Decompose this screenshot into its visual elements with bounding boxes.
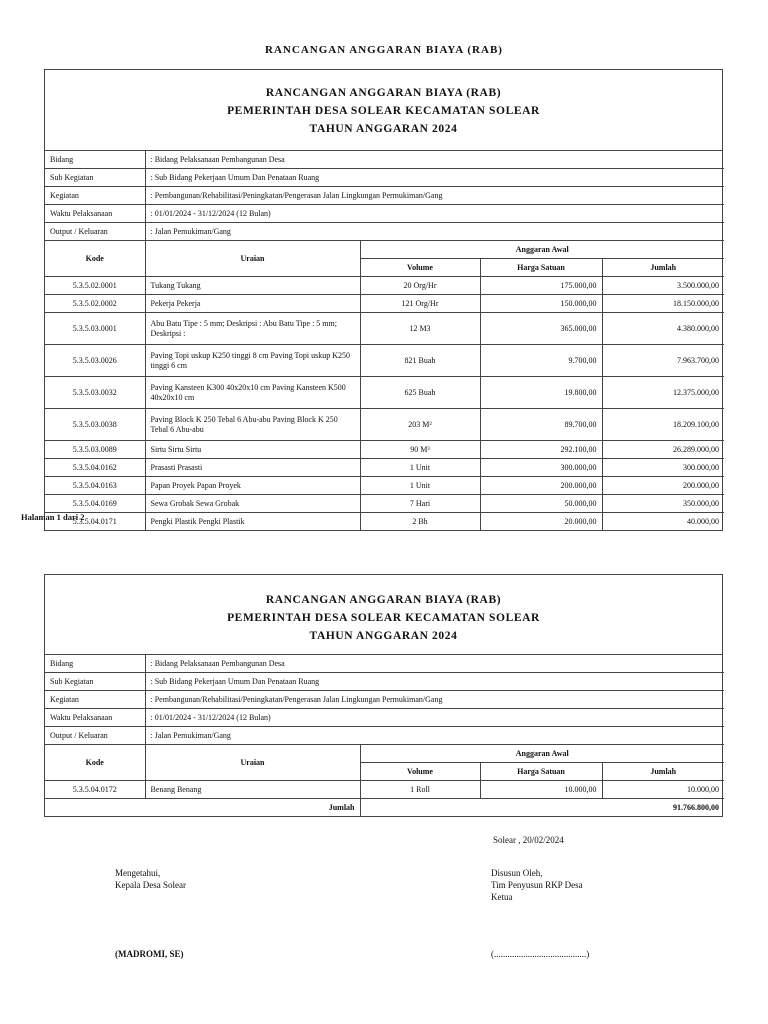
info-value: : Sub Bidang Pekerjaan Umum Dan Penataan Ruang [145, 169, 724, 187]
approver-block [115, 867, 186, 891]
cell-uraian: Prasasti Prasasti [145, 459, 360, 477]
sheet-header [45, 70, 722, 151]
info-label: Output / Keluaran [45, 223, 145, 241]
info-value: : 01/01/2024 - 31/12/2024 (12 Bulan) [145, 205, 724, 223]
info-value: : Jalan Pemukiman/Gang [145, 727, 724, 745]
rab-sheet-page-1 [44, 69, 723, 531]
place-date: Solear , 20/02/2024 [493, 835, 564, 845]
cell-harga: 365.000,00 [480, 313, 602, 345]
header-title: RANCANGAN ANGGARAN BIAYA (RAB) [265, 87, 502, 99]
cell-kode: 5.3.5.04.0172 [45, 781, 145, 799]
cell-volume: 2 Bh [360, 513, 480, 531]
cell-volume: 1 Unit [360, 477, 480, 495]
document-title: RANCANGAN ANGGARAN BIAYA (RAB) [265, 44, 503, 56]
info-row-output [45, 727, 724, 745]
info-row-sub-kegiatan [45, 673, 724, 691]
table-row [45, 277, 724, 295]
preparer-block [491, 867, 583, 903]
col-anggaran-awal: Anggaran Awal [360, 745, 724, 763]
approver-line-2: Kepala Desa Solear [115, 880, 186, 890]
cell-kode: 5.3.5.02.0002 [45, 295, 145, 313]
col-kode: Kode [45, 745, 145, 781]
cell-harga: 89.700,00 [480, 409, 602, 441]
cell-uraian: Paving Topi uskup K250 tinggi 8 cm Paving Topi uskup K250 tinggi 6 cm [145, 345, 360, 377]
cell-jumlah: 18.209.100,00 [602, 409, 724, 441]
approver-name: (MADROMI, SE) [115, 949, 184, 959]
info-value: : 01/01/2024 - 31/12/2024 (12 Bulan) [145, 709, 724, 727]
cell-volume: 90 M³ [360, 441, 480, 459]
col-harga-satuan: Harga Satuan [480, 763, 602, 781]
cell-harga: 9.700,00 [480, 345, 602, 377]
table-row [45, 513, 724, 531]
cell-volume: 203 M² [360, 409, 480, 441]
cell-kode: 5.3.5.03.0026 [45, 345, 145, 377]
preparer-name: (.........................................) [491, 949, 590, 959]
col-harga-satuan: Harga Satuan [480, 259, 602, 277]
rab-sheet-page-2 [44, 574, 723, 817]
table-row [45, 781, 724, 799]
cell-kode: 5.3.5.04.0163 [45, 477, 145, 495]
cell-kode: 5.3.5.04.0162 [45, 459, 145, 477]
col-jumlah: Jumlah [602, 763, 724, 781]
cell-uraian: Abu Batu Tipe : 5 mm; Deskripsi : Abu Batu Tipe : 5 mm; Deskripsi : [145, 313, 360, 345]
cell-uraian: Pekerja Pekerja [145, 295, 360, 313]
header-government: PEMERINTAH DESA SOLEAR KECAMATAN SOLEAR [227, 105, 540, 117]
cell-harga: 19.800,00 [480, 377, 602, 409]
info-row-bidang [45, 151, 724, 169]
cell-volume: 20 Org/Hr [360, 277, 480, 295]
col-kode: Kode [45, 241, 145, 277]
cell-kode: 5.3.5.04.0171 [45, 513, 145, 531]
cell-harga: 200.000,00 [480, 477, 602, 495]
cell-volume: 1 Unit [360, 459, 480, 477]
cell-volume: 821 Buah [360, 345, 480, 377]
cell-uraian: Paving Kansteen K300 40x20x10 cm Paving Kansteen K500 40x20x10 cm [145, 377, 360, 409]
cell-harga: 50.000,00 [480, 495, 602, 513]
info-label: Kegiatan [45, 691, 145, 709]
col-uraian: Uraian [145, 241, 360, 277]
info-row-waktu [45, 205, 724, 223]
info-row-output [45, 223, 724, 241]
table-row [45, 409, 724, 441]
table-row [45, 295, 724, 313]
cell-kode: 5.3.5.04.0169 [45, 495, 145, 513]
cell-harga: 20.000,00 [480, 513, 602, 531]
column-header-row [45, 745, 724, 763]
info-label: Waktu Pelaksanaan [45, 205, 145, 223]
column-header-row [45, 241, 724, 259]
info-label: Kegiatan [45, 187, 145, 205]
total-row [45, 799, 724, 817]
info-row-sub-kegiatan [45, 169, 724, 187]
info-label: Sub Kegiatan [45, 673, 145, 691]
cell-jumlah: 18.150.000,00 [602, 295, 724, 313]
info-value: : Pembangunan/Rehabilitasi/Peningkatan/Pengerasan Jalan Lingkungan Permukiman/Gang [145, 691, 724, 709]
info-value: : Jalan Pemukiman/Gang [145, 223, 724, 241]
cell-kode: 5.3.5.02.0001 [45, 277, 145, 295]
table-row [45, 441, 724, 459]
info-value: : Bidang Pelaksanaan Pembangunan Desa [145, 655, 724, 673]
total-value: 91.766.800,00 [360, 799, 724, 817]
rab-table-page-2 [45, 655, 724, 816]
table-row [45, 477, 724, 495]
info-row-kegiatan [45, 691, 724, 709]
rab-table-page-1 [45, 151, 724, 530]
cell-jumlah: 26.289.000,00 [602, 441, 724, 459]
preparer-line-3: Ketua [491, 892, 513, 902]
info-value: : Bidang Pelaksanaan Pembangunan Desa [145, 151, 724, 169]
info-value: : Sub Bidang Pekerjaan Umum Dan Penataan Ruang [145, 673, 724, 691]
cell-volume: 1 Roll [360, 781, 480, 799]
cell-kode: 5.3.5.03.0089 [45, 441, 145, 459]
cell-jumlah: 10.000,00 [602, 781, 724, 799]
cell-jumlah: 3.500.000,00 [602, 277, 724, 295]
cell-volume: 121 Org/Hr [360, 295, 480, 313]
col-volume: Volume [360, 259, 480, 277]
info-row-bidang [45, 655, 724, 673]
cell-kode: 5.3.5.03.0032 [45, 377, 145, 409]
cell-jumlah: 4.380.000,00 [602, 313, 724, 345]
cell-kode: 5.3.5.03.0038 [45, 409, 145, 441]
cell-harga: 150.000,00 [480, 295, 602, 313]
table-row [45, 459, 724, 477]
info-label: Waktu Pelaksanaan [45, 709, 145, 727]
header-year: TAHUN ANGGARAN 2024 [309, 629, 458, 642]
header-government: PEMERINTAH DESA SOLEAR KECAMATAN SOLEAR [227, 611, 540, 624]
cell-jumlah: 40.000,00 [602, 513, 724, 531]
col-jumlah: Jumlah [602, 259, 724, 277]
col-volume: Volume [360, 763, 480, 781]
cell-uraian: Benang Benang [145, 781, 360, 799]
table-row [45, 495, 724, 513]
cell-jumlah: 200.000,00 [602, 477, 724, 495]
table-row [45, 345, 724, 377]
approver-line-1: Mengetahui, [115, 868, 161, 878]
info-row-waktu [45, 709, 724, 727]
col-anggaran-awal: Anggaran Awal [360, 241, 724, 259]
cell-jumlah: 12.375.000,00 [602, 377, 724, 409]
info-row-kegiatan [45, 187, 724, 205]
cell-volume: 625 Buah [360, 377, 480, 409]
cell-harga: 10.000,00 [480, 781, 602, 799]
info-label: Output / Keluaran [45, 727, 145, 745]
info-label: Sub Kegiatan [45, 169, 145, 187]
cell-uraian: Tukang Tukang [145, 277, 360, 295]
cell-volume: 7 Hari [360, 495, 480, 513]
cell-uraian: Paving Block K 250 Tebal 6 Abu-abu Paving Block K 250 Tebal 6 Abu-abu [145, 409, 360, 441]
table-row [45, 377, 724, 409]
info-label: Bidang [45, 655, 145, 673]
preparer-line-1: Disusun Oleh, [491, 868, 543, 878]
page-number: Halaman 1 dari 2 [21, 512, 85, 522]
cell-jumlah: 7.963.700,00 [602, 345, 724, 377]
total-label: Jumlah [45, 799, 360, 817]
cell-harga: 292.100,00 [480, 441, 602, 459]
preparer-line-2: Tim Penyusun RKP Desa [491, 880, 583, 890]
info-label: Bidang [45, 151, 145, 169]
cell-jumlah: 300.000,00 [602, 459, 724, 477]
table-row [45, 313, 724, 345]
cell-harga: 300.000,00 [480, 459, 602, 477]
col-uraian: Uraian [145, 745, 360, 781]
cell-jumlah: 350.000,00 [602, 495, 724, 513]
cell-uraian: Pengki Plastik Pengki Plastik [145, 513, 360, 531]
cell-kode: 5.3.5.03.0001 [45, 313, 145, 345]
sheet-header [45, 575, 722, 655]
cell-uraian: Sewa Grobak Sewa Grobak [145, 495, 360, 513]
header-year: TAHUN ANGGARAN 2024 [309, 123, 458, 135]
cell-uraian: Sirtu Sirtu Sirtu [145, 441, 360, 459]
cell-uraian: Papan Proyek Papan Proyek [145, 477, 360, 495]
header-title: RANCANGAN ANGGARAN BIAYA (RAB) [265, 593, 502, 606]
cell-harga: 175.000,00 [480, 277, 602, 295]
cell-volume: 12 M3 [360, 313, 480, 345]
info-value: : Pembangunan/Rehabilitasi/Peningkatan/Pengerasan Jalan Lingkungan Permukiman/Gang [145, 187, 724, 205]
